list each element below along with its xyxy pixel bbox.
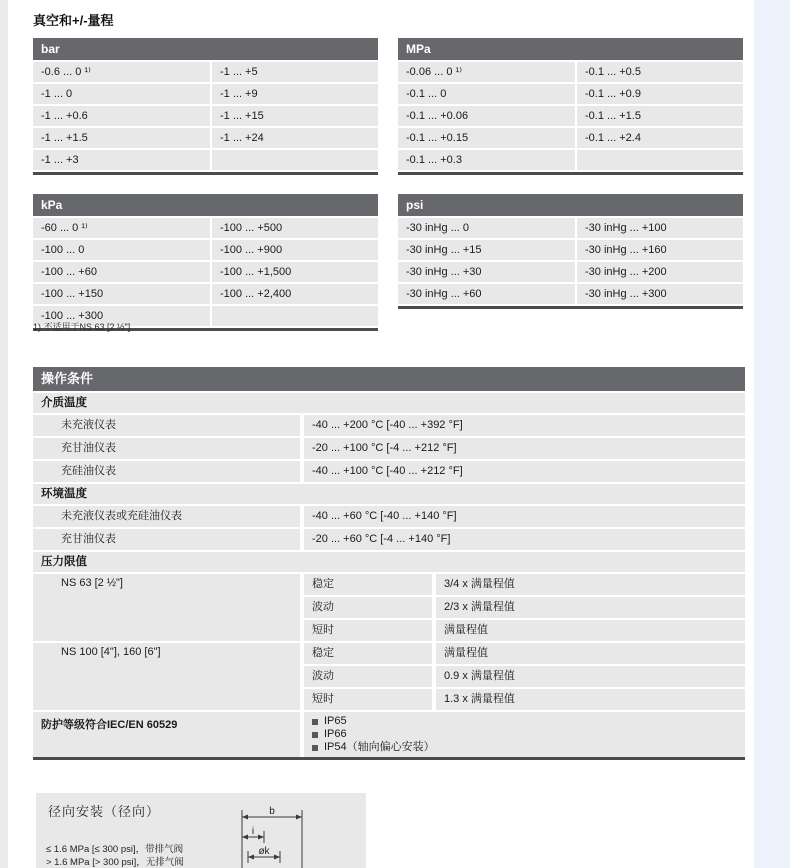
operating-conditions-table — [33, 367, 745, 760]
range-cell: -100 ... +500 — [212, 218, 378, 238]
bullet-square-icon — [312, 745, 318, 751]
range-cell — [212, 150, 378, 170]
unit-header: psi — [398, 194, 743, 216]
operating-conditions-body — [33, 393, 745, 710]
op-group-value: 3/4 x 满量程值 — [436, 574, 745, 595]
range-cell: -60 ... 0 ¹⁾ — [33, 218, 210, 238]
dim-label-k: øk — [258, 846, 270, 857]
operating-conditions-header: 操作条件 — [33, 367, 745, 391]
range-cell: -100 ... +900 — [212, 240, 378, 260]
range-row — [33, 62, 378, 82]
bullet-square-icon — [312, 732, 318, 738]
range-cell: -30 inHg ... +100 — [577, 218, 743, 238]
op-section-header: 环境温度 — [33, 484, 745, 504]
unit-header: kPa — [33, 194, 378, 216]
viewer-right-margin — [754, 0, 790, 868]
mounting-note-line1: ≤ 1.6 MPa [≤ 300 psi]，带排气阀 — [46, 844, 184, 855]
op-group-value: 1.3 x 满量程值 — [436, 689, 745, 710]
op-row-label: 充甘油仪表 — [33, 529, 300, 550]
op-row — [33, 506, 745, 527]
range-table-MPa — [398, 38, 743, 175]
range-cell: -30 inHg ... +200 — [577, 262, 743, 282]
range-row — [33, 262, 378, 282]
range-cell: -1 ... +5 — [212, 62, 378, 82]
op-row — [33, 529, 745, 550]
range-row — [33, 218, 378, 238]
dim-label-i: i — [251, 826, 255, 837]
op-section-header: 介质温度 — [33, 393, 745, 413]
ip-value-line — [312, 715, 745, 728]
mounting-note-line2: > 1.6 MPa [> 300 psi]，无排气阀 — [46, 857, 184, 868]
range-table-kPa — [33, 194, 378, 331]
unit-header: bar — [33, 38, 378, 60]
op-group-condition: 稳定 — [304, 574, 432, 595]
op-group-value: 0.9 x 满量程值 — [436, 666, 745, 687]
ingress-protection-values — [304, 712, 745, 757]
range-row — [398, 62, 743, 82]
op-group-condition: 短时 — [304, 620, 432, 641]
op-group-condition: 波动 — [304, 666, 432, 687]
range-cell: -0.6 ... 0 ¹⁾ — [33, 62, 210, 82]
ingress-protection-label: 防护等级符合IEC/EN 60529 — [33, 712, 300, 757]
range-row — [33, 84, 378, 104]
range-cell: -30 inHg ... +15 — [398, 240, 575, 260]
op-group-condition: 波动 — [304, 597, 432, 618]
range-cell: -100 ... +60 — [33, 262, 210, 282]
ip-value-text: IP54（轴向偏心安装） — [324, 741, 435, 753]
dim-label-b: b — [269, 806, 275, 817]
range-row — [398, 128, 743, 148]
range-row — [33, 240, 378, 260]
range-row — [398, 284, 743, 304]
ip-value-line — [312, 741, 745, 754]
range-cell: -100 ... +300 — [33, 306, 210, 326]
range-cell: -0.1 ... +0.5 — [577, 62, 743, 82]
range-row — [33, 284, 378, 304]
radial-mounting-title: 径向安装（径向） — [48, 804, 161, 819]
op-pressure-group — [33, 643, 745, 710]
ip-value-line — [312, 728, 745, 741]
range-cell: -0.1 ... +2.4 — [577, 128, 743, 148]
range-cell: -0.1 ... +0.15 — [398, 128, 575, 148]
op-row-value: -40 ... +60 °C [-40 ... +140 °F] — [304, 506, 745, 527]
op-row — [33, 415, 745, 436]
op-row-label: 未充液仪表或充硅油仪表 — [33, 506, 300, 527]
range-row — [398, 106, 743, 126]
ingress-protection-row — [33, 712, 745, 757]
op-pressure-group — [33, 574, 745, 641]
op-row-value: -40 ... +100 °C [-40 ... +212 °F] — [304, 461, 745, 482]
op-group-label: NS 100 [4"], 160 [6"] — [33, 643, 300, 710]
range-cell — [577, 150, 743, 170]
range-cell: -1 ... +3 — [33, 150, 210, 170]
op-group-label: NS 63 [2 ½"] — [33, 574, 300, 641]
range-row — [33, 150, 378, 170]
range-cell: -100 ... +1,500 — [212, 262, 378, 282]
range-row — [398, 240, 743, 260]
op-group-condition: 短时 — [304, 689, 432, 710]
ip-value-text: IP65 — [324, 715, 347, 727]
range-cell: -30 inHg ... +300 — [577, 284, 743, 304]
range-cell: -30 inHg ... +30 — [398, 262, 575, 282]
range-cell: -1 ... +24 — [212, 128, 378, 148]
range-cell: -0.06 ... 0 ¹⁾ — [398, 62, 575, 82]
range-row — [33, 128, 378, 148]
bullet-square-icon — [312, 719, 318, 725]
op-row-label: 充甘油仪表 — [33, 438, 300, 459]
range-cell: -1 ... +9 — [212, 84, 378, 104]
op-section-header: 压力限值 — [33, 552, 745, 572]
range-cell: -100 ... +2,400 — [212, 284, 378, 304]
mounting-notes — [46, 843, 184, 868]
viewer-left-edge — [0, 0, 8, 868]
range-row — [398, 84, 743, 104]
range-cell: -0.1 ... +0.3 — [398, 150, 575, 170]
range-cell: -1 ... +15 — [212, 106, 378, 126]
range-row — [398, 218, 743, 238]
range-cell: -30 inHg ... +60 — [398, 284, 575, 304]
unit-header: MPa — [398, 38, 743, 60]
radial-mounting-box — [36, 793, 366, 868]
range-cell: -100 ... +150 — [33, 284, 210, 304]
range-table-psi — [398, 194, 743, 309]
range-cell: -30 inHg ... +160 — [577, 240, 743, 260]
range-cell: -1 ... +0.6 — [33, 106, 210, 126]
range-cell: -100 ... 0 — [33, 240, 210, 260]
op-row-label: 未充液仪表 — [33, 415, 300, 436]
range-cell: -30 inHg ... 0 — [398, 218, 575, 238]
vacuum-range-tables — [33, 38, 743, 331]
op-row — [33, 438, 745, 459]
range-cell: -0.1 ... 0 — [398, 84, 575, 104]
op-group-value: 满量程值 — [436, 620, 745, 641]
op-row-value: -20 ... +100 °C [-4 ... +212 °F] — [304, 438, 745, 459]
range-cell: -0.1 ... +0.06 — [398, 106, 575, 126]
op-row-label: 充硅油仪表 — [33, 461, 300, 482]
page-title: 真空和+/-量程 — [33, 13, 114, 28]
range-cell — [212, 306, 378, 326]
range-row — [33, 106, 378, 126]
range-row — [398, 262, 743, 282]
range-cell: -1 ... +1.5 — [33, 128, 210, 148]
ip-value-text: IP66 — [324, 728, 347, 740]
range-row — [398, 150, 743, 170]
dimension-drawing — [234, 806, 346, 868]
op-group-value: 满量程值 — [436, 643, 745, 664]
footnote: 1) 不适用于NS 63 [2 ½"] — [33, 322, 131, 332]
range-table-bar — [33, 38, 378, 175]
op-group-value: 2/3 x 满量程值 — [436, 597, 745, 618]
op-row-value: -40 ... +200 °C [-40 ... +392 °F] — [304, 415, 745, 436]
range-cell: -0.1 ... +0.9 — [577, 84, 743, 104]
op-group-condition: 稳定 — [304, 643, 432, 664]
op-row — [33, 461, 745, 482]
op-row-value: -20 ... +60 °C [-4 ... +140 °F] — [304, 529, 745, 550]
range-cell: -0.1 ... +1.5 — [577, 106, 743, 126]
range-cell: -1 ... 0 — [33, 84, 210, 104]
